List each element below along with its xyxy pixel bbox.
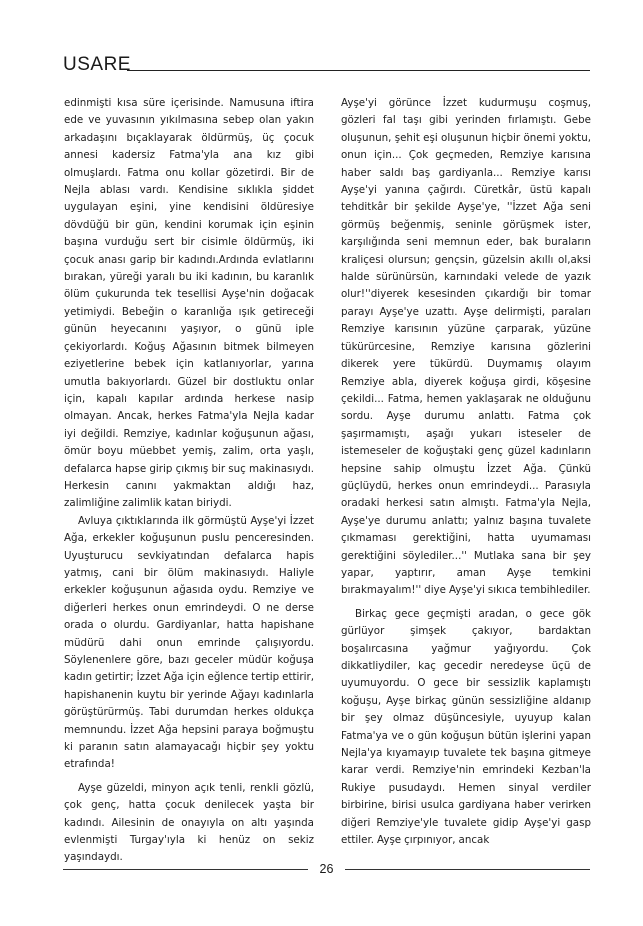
header-rule — [127, 70, 590, 71]
right-text-column — [341, 95, 591, 849]
footer-rule-right — [345, 869, 590, 870]
left-text-column — [64, 95, 314, 867]
paragraph: Avluya çıktıklarında ilk görmüştü Ayşe'yi İzzet Ağa, erkekler koğuşunun puslu penceresinden. Uyuşturucu sevkiyatından defalarca hapis yatmış, cani bir ölüm makinasıydı. Haliyle erkekler koğuşunun ağasıda oydu. Remziye ve diğerleri herkes onun emrindeydi. O ne derse orada o olurdu. Gardiyanlar, hatta hapishane müdürü dahi onun emrinde çalışıyordu. Söylenenlere göre, bazı geceler müdür koğuşa kadın getirtir; İzzet Ağa için eğlence tertip ettirir, hapishanenin kuytu bir yerinde Ağayı kadınlarla görüştürürmüş. Tabi durumdan herkes oldukça memnundu. İzzet Ağa hepsini paraya boğmuştu ki paranın satın alamayacağı hiçbir şey yoktu etrafında! — [64, 514, 314, 771]
paragraph: edinmişti kısa süre içerisinde. Namusuna iftira ede ve yuvasının yıkılmasına sebep olan yakın arkadaşını bıçaklayarak öldürmüş, üç çocuk annesi kadersiz Fatma'yla ana kız gibi olmuşlardı. Fatma onu kollar gözetirdi. Bir de Nejla ablası vardı. Kendisine sıklıkla şiddet uygulayan eşini, yine kendisini öldüresiye dövdüğü bir gün, kendini korumak için eşinin başına vurduğu sert bir cisimle öldürmüş, iki çocuk anası garip bir kadındı.Ardında evlatlarını bırakan, yüreği yaralı bu iki kadının, bu karanlık ölüm çukurunda tek tesellisi Ayşe'nin doğacak yetimiydi. Bebeğin o karanlığa ışık getireceği günün heyecanını yaşıyor, o günü iple çekiyorlardı. Koğuş Ağasının bitmek bilmeyen eziyetlerine bebek için katlanıyorlar, yarına umutla bakıyorlardı. Güzel bir dostluktu onlar için, kapalı kapılar ardında herkese nasip olmayan. Ancak, herkes Fatma'yla Nejla kadar iyi değildi. Remziye, kadınlar koğuşunun ağası, ömür boyu müebbet yemiş, zalim, orta yaşlı, defalarca hapse girip çıkmış bir suç makinasıydı. Herkesin canını yakmaktan aldığı haz, zalimliğine zalimlik katan biriydi. — [64, 97, 314, 510]
paragraph: Ayşe'yi görünce İzzet kudurmuşu coşmuş, gözleri fal taşı gibi yerinden fırlamıştı. Gebe oluşunun, şehit eşi oluşunun hiçbir önemi yoktu, onun için... Çok geçmeden, Remziye karısına haber saldı baş gardiyanla... Remziye karısı Ayşe'yi yanına çağırdı. Cüretkâr, üstü kapalı tehditkâr bir şekilde Ayşe'ye, ''İzzet Ağa seni görmüş beğenmiş, seninle görüşmek ister, karşılığında seni memnun eder, bak buraların kraliçesi olursun; gençsin, güzelsin akıllı ol,aksi halde sürünürsün, karnındaki velede de yazık olur!''diyerek kesesinden çıkardığı bir tomar parayı Ayşe'ye uzattı. Ayşe delirmişti, paraları Remziye karısının yüzüne çarparak, yüzüne tükürürcesine, Remziye karısına gözlerini dikerek yere tükürdü. Duymamış olayım Remziye abla, diyerek koğuşa girdi, köşesine çekildi... Fatma, hemen yaklaşarak ne olduğunu sordu. Ayşe durumu anlattı. Fatma çok şaşırmamıştı, aşağı yukarı isteseler de istemeseler de koğuştaki genç güzel kadınların hepsine sahip olmuştu İzzet Ağa. Çünkü güçlüydü, herkes onun emrindeydi... Parasıyla oradaki herkesi satın almıştı. Fatma'yla Nejla, Ayşe'ye durumu anlattı; yalnız başına tuvalete çıkmaması gerektiğini, hatta uyumaması gerektiğini söylediler...'' Mutlaka sana bir şey yapar, yaptırır, aman Ayşe temkini bırakmayalım!'' diye Ayşe'yi sıkıca tembihlediler. — [341, 97, 591, 597]
running-title: USARE — [63, 54, 131, 75]
page-header — [63, 53, 590, 77]
paragraph: Ayşe güzeldi, minyon açık tenli, renkli gözlü, çok genç, hatta çocuk denilecek yaşta bir kadındı. Ailesinin de onayıyla on altı yaşında evlenmişti Turgay'ıyla ki henüz on sekiz yaşındaydı. — [64, 781, 314, 864]
paragraph: Birkaç gece geçmişti aradan, o gece gök gürlüyor şimşek çakıyor, bardaktan boşalırcasına yağmur yağıyordu. Çok dikkatliydiler, kaç gecedir neredeyse üçü de uyumuyordu. O gece bir sessizlik kaplamıştı koğuşu, Ayşe birkaç günün sessizliğine aldanıp bir şey olmaz düşüncesiyle, uyuyup kalan Fatma'ya ve o gün koğuşun bütün işlerini yapan Nejla'ya kıyamayıp tuvalete tek başına gitmeye karar verdi. Remziye'nin emrindeki Kezban'la Rukiye pusudaydı. Hemen sinyal verdiler birbirine, birisi usulca gardiyana haber verirken diğeri Remziye'yle tuvalete gidip Ayşe'yi gasp ettiler. Ayşe çırpınıyor, ancak — [341, 607, 591, 847]
page-number: 26 — [319, 862, 334, 876]
page-footer — [63, 860, 590, 878]
